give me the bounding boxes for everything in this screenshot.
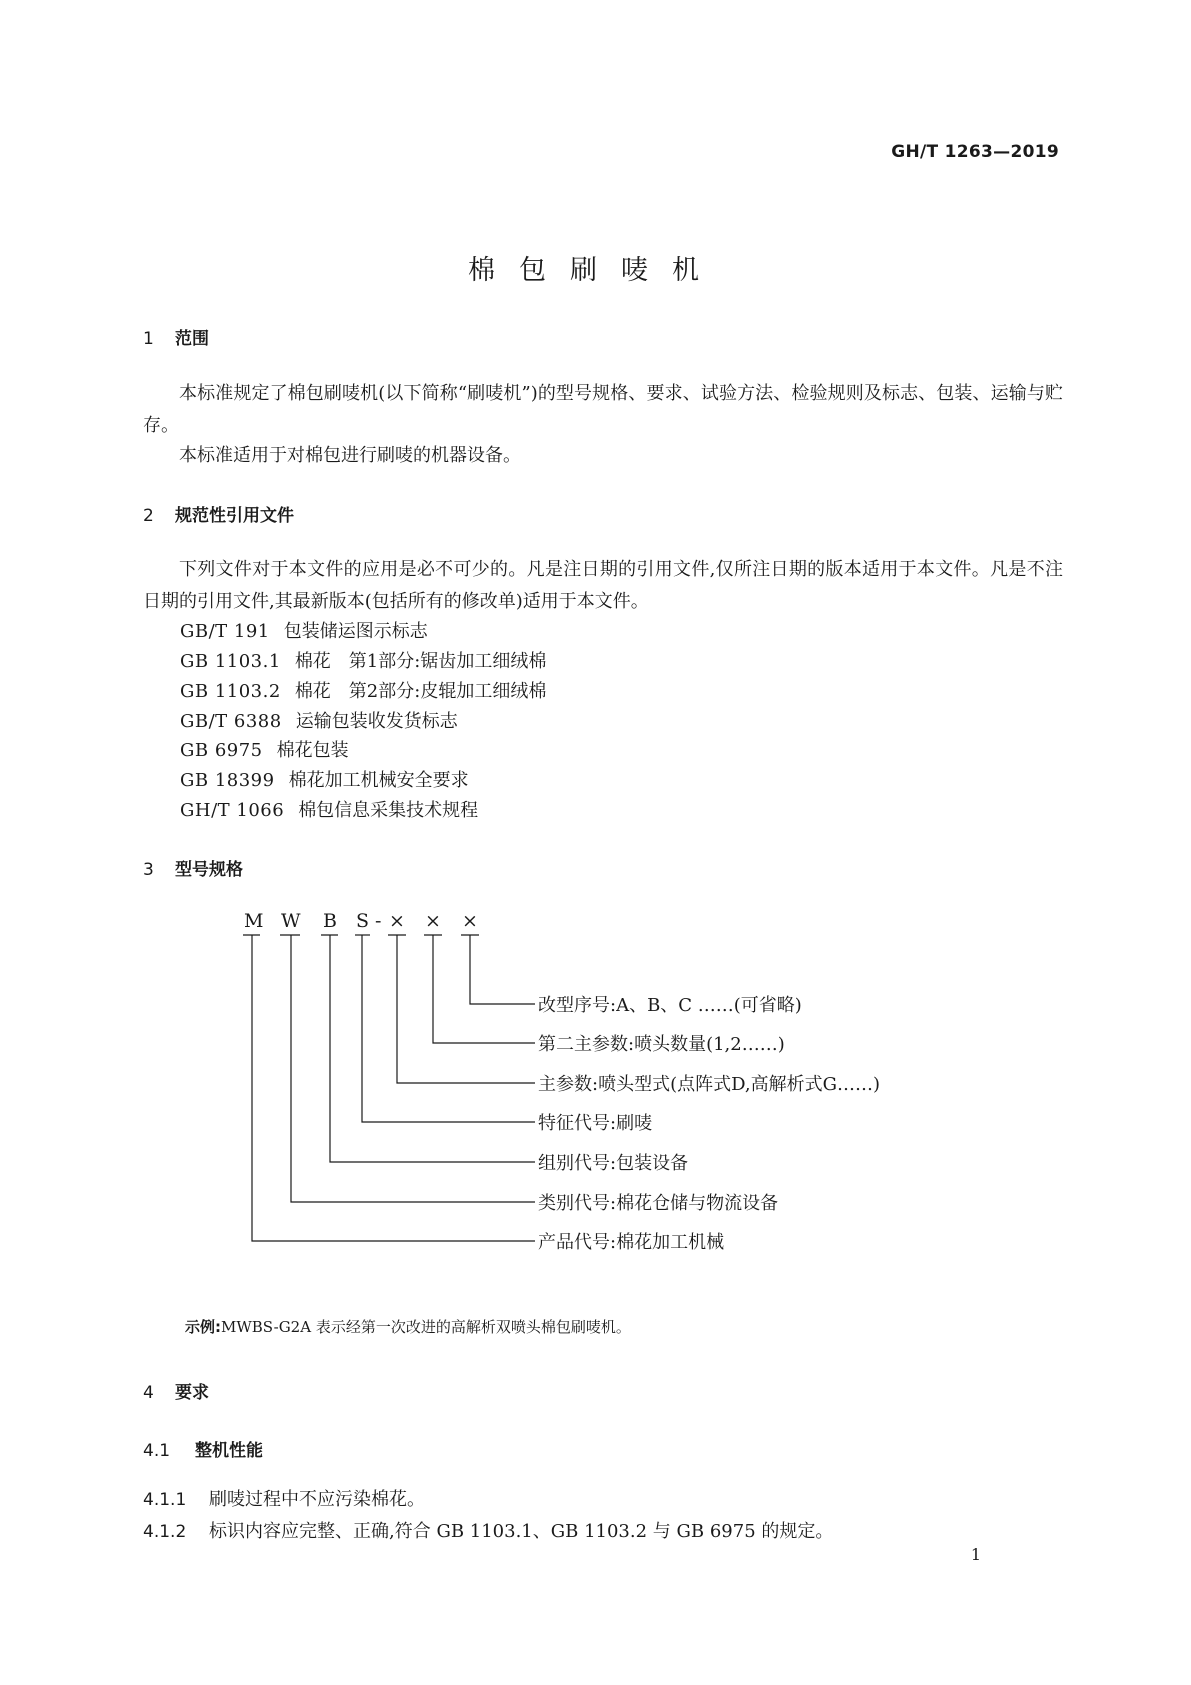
example-text: MWBS-G2A 表示经第一次改进的高解析双喷头棉包刷唛机。 — [221, 1318, 631, 1336]
reference-title: 棉花包装 — [276, 740, 349, 761]
diagram-label: 特征代号:刷唛 — [538, 1113, 653, 1134]
diagram-label: 组别代号:包装设备 — [538, 1153, 689, 1174]
reference-title: 棉花 第1部分:锯齿加工细绒棉 — [294, 651, 547, 672]
diagram-label: 主参数:喷头型式(点阵式D,高解析式G……) — [538, 1074, 880, 1095]
reference-code: GB 18399 — [180, 770, 275, 791]
reference-title: 包装储运图示标志 — [283, 621, 428, 642]
code-letter: W — [281, 910, 301, 932]
section-2-intro: 下列文件对于本文件的应用是必不可少的。凡是注日期的引用文件,仅所注日期的版本适用于本文件。凡是不注日期的引用文件,其最新版本(包括所有的修改单)适用于本文件。 — [143, 559, 1063, 612]
subsection-number: 4.1 — [143, 1441, 171, 1461]
section-4-number: 4 — [143, 1383, 154, 1403]
section-1-title: 范围 — [175, 329, 209, 349]
diagram-label: 类别代号:棉花仓储与物流设备 — [538, 1193, 779, 1214]
code-letter: × — [462, 910, 478, 932]
reference-code: GH/T 1066 — [180, 800, 285, 821]
subsection-4-1-heading — [143, 1436, 263, 1461]
reference-title: 运输包装收发货标志 — [295, 711, 458, 732]
code-letter: - — [375, 910, 382, 932]
reference-code: GB 6975 — [180, 740, 263, 761]
section-3-number: 3 — [143, 860, 154, 880]
section-1-number: 1 — [143, 329, 154, 349]
standard-code: GH/T 1263—2019 — [891, 142, 1059, 162]
section-2-title: 规范性引用文件 — [175, 506, 294, 526]
section-4-title: 要求 — [175, 1383, 209, 1403]
reference-code: GB 1103.1 — [180, 651, 281, 672]
clause-4-1-1 — [143, 1485, 425, 1511]
section-1-paragraph-2: 本标准适用于对棉包进行刷唛的机器设备。 — [179, 445, 521, 466]
reference-title: 棉包信息采集技术规程 — [298, 800, 479, 821]
section-3-title: 型号规格 — [175, 860, 243, 880]
diagram-label: 改型序号:A、B、C ……(可省略) — [538, 995, 802, 1016]
section-4-heading — [143, 1378, 209, 1403]
example-label: 示例: — [185, 1318, 221, 1336]
clause-4-1-2 — [143, 1517, 833, 1543]
example-note — [185, 1316, 631, 1337]
code-letter: B — [323, 910, 337, 932]
code-letter: × — [425, 910, 441, 932]
subsection-title: 整机性能 — [195, 1441, 263, 1461]
reference-code: GB 1103.2 — [180, 681, 281, 702]
section-1-paragraph-1: 本标准规定了棉包刷唛机(以下简称“刷唛机”)的型号规格、要求、试验方法、检验规则及标志、包装、运输与贮存。 — [143, 383, 1063, 436]
reference-code: GB/T 191 — [180, 621, 270, 642]
reference-title: 棉花 第2部分:皮辊加工细绒棉 — [294, 681, 547, 702]
reference-code: GB/T 6388 — [180, 711, 282, 732]
clause-number: 4.1.1 — [143, 1490, 187, 1510]
code-letter: M — [244, 910, 264, 932]
code-letter: S — [356, 910, 370, 932]
clause-text: 标识内容应完整、正确,符合 GB 1103.1、GB 1103.2 与 GB 6975 的规定。 — [209, 1521, 834, 1542]
diagram-label: 产品代号:棉花加工机械 — [538, 1232, 725, 1253]
diagram-label: 第二主参数:喷头数量(1,2……) — [538, 1034, 785, 1055]
clause-text: 刷唛过程中不应污染棉花。 — [209, 1489, 425, 1510]
document-title: 棉包刷唛机 — [468, 255, 723, 286]
code-letter: × — [389, 910, 405, 932]
clause-number: 4.1.2 — [143, 1522, 187, 1542]
reference-title: 棉花加工机械安全要求 — [288, 770, 469, 791]
section-2-number: 2 — [143, 506, 154, 526]
page-number: 1 — [970, 1545, 981, 1564]
